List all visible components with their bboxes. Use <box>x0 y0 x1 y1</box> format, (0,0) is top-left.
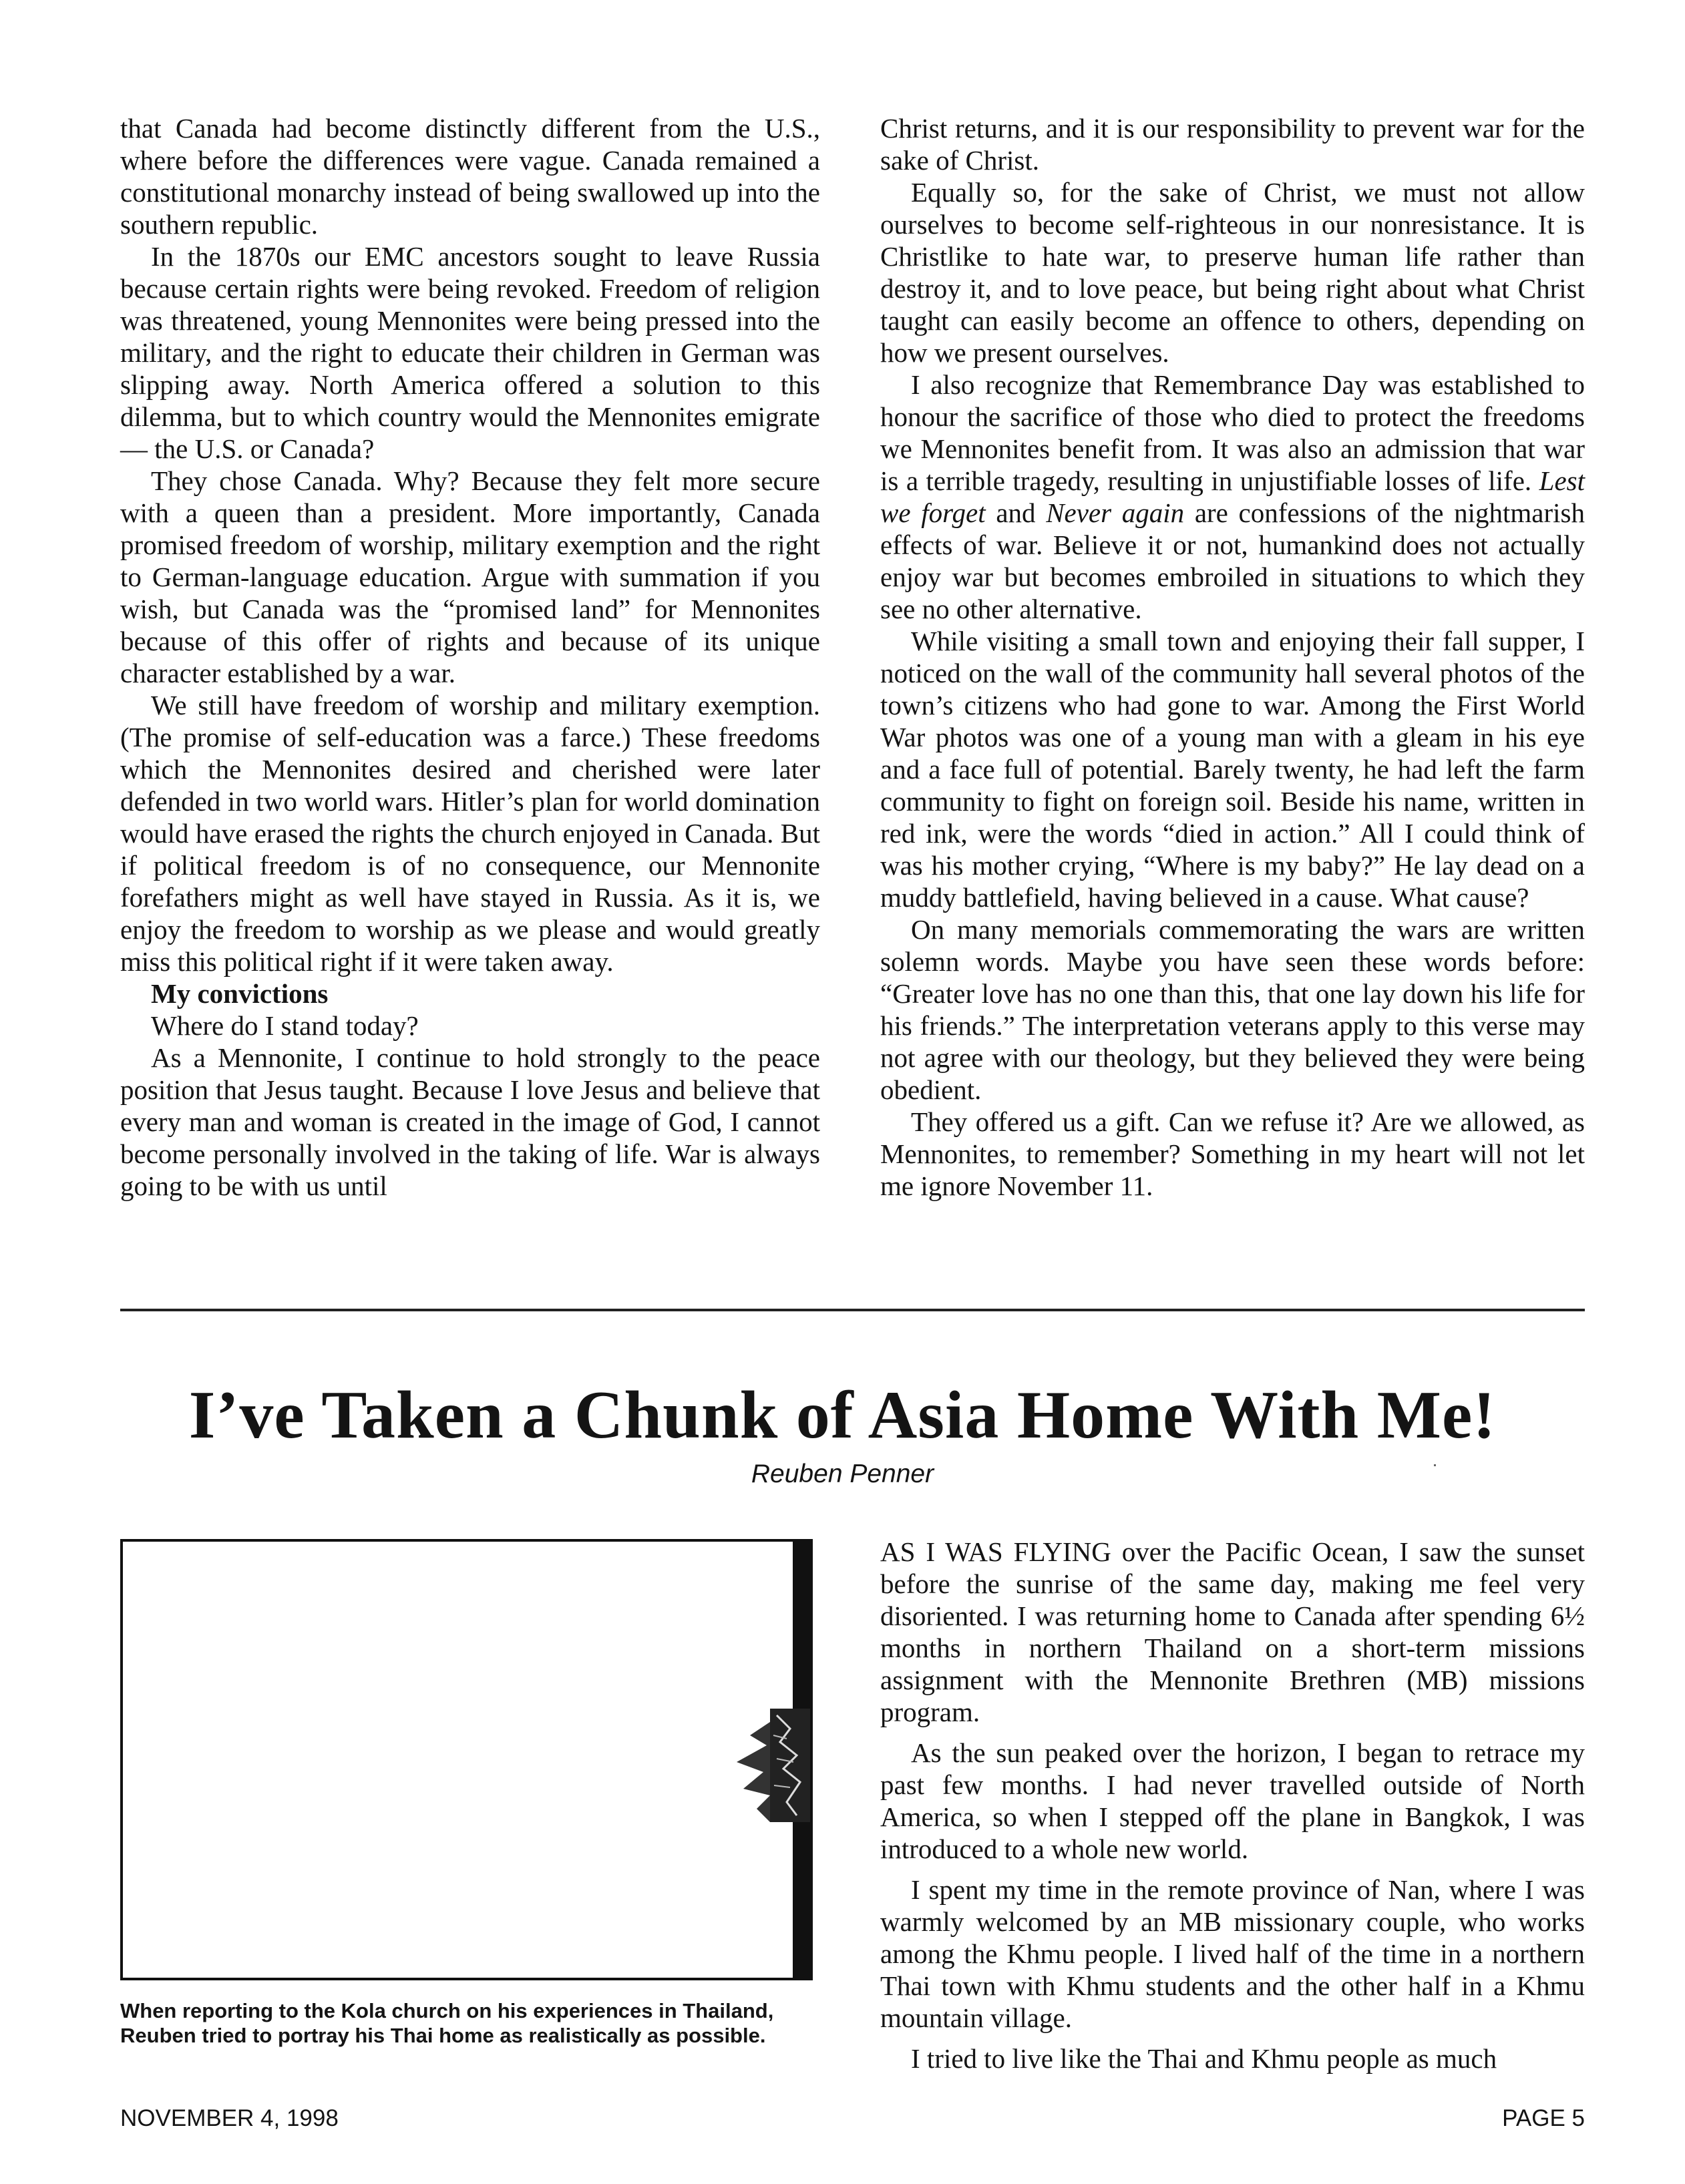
article-column <box>880 1536 1585 2074</box>
text-run: and <box>985 497 1047 528</box>
italic-phrase: Never again <box>1046 497 1185 528</box>
article-headline: I’ve Taken a Chunk of Asia Home With Me! <box>188 1377 1497 1453</box>
top-right-column <box>880 112 1585 1202</box>
paragraph-remembrance <box>880 369 1585 625</box>
paragraph: AS I WAS FLYING over the Pacific Ocean, I saw the sunset before the sunrise of the same day, making me feel very disoriented. I was returning home to Canada after spending 6½ months in northern Thailand on a short-term missions assignment with the Mennonite Brethren (MB) missions program. <box>880 1536 1585 1727</box>
footer-date: NOVEMBER 4, 1998 <box>120 2105 339 2131</box>
footer-page-number: PAGE 5 <box>1502 2105 1585 2131</box>
paragraph: They chose Canada. Why? Because they felt more secure with a queen than a president. More importantly, Canada promised freedom of worship, military exemption and the right to German-language education. Argue with summation if you wish, but Canada was the “promised land” for Mennonites because of this offer of rights and because of its unique character established by a war. <box>120 465 820 688</box>
photo-texture <box>730 1709 810 1822</box>
section-divider <box>120 1309 1585 1311</box>
section-subhead: My convictions <box>151 978 329 1009</box>
paragraph: We still have freedom of worship and military exemption. (The promise of self-education was a farce.) These freedoms which the Mennonites desired and cherished were later defended in two world wars. Hitler’s plan for world domination would have erased the rights the church enjoyed in Canada. But if political freedom is of no consequence, our Mennonite forefathers might as well have stayed in Russia. As it is, we enjoy the freedom to worship as we please and would greatly miss this political right if it were taken away. <box>120 690 820 977</box>
article-byline: Reuben Penner <box>751 1460 934 1488</box>
paragraph: As the sun peaked over the horizon, I began to retrace my past few months. I had never travelled outside of North America, so when I stepped off the plane in Bangkok, I was introduced to a whole new world. <box>880 1737 1585 1864</box>
article-photo <box>120 1539 813 1980</box>
paragraph: While visiting a small town and enjoying their fall supper, I noticed on the wall of the community hall several photos of the town’s citizens who had gone to war. Among the First World War photos was one of a young man with a gleam in his eye and a face full of potential. Barely twenty, he had left the farm community to fight on foreign soil. Beside his name, written in red ink, were the words “died in action.” All I could think of was his mother crying, “Where is my baby?” He lay dead on a muddy battlefield, having believed in a cause. What cause? <box>880 626 1585 913</box>
paragraph: On many memorials commemorating the wars are written solemn words. Maybe you have seen these words before: “Greater love has no one than this, that one lay down his life for his friends.” The interpretation veterans apply to this verse may not agree with our theology, but they believed they were being obedient. <box>880 914 1585 1105</box>
paragraph: As a Mennonite, I continue to hold strongly to the peace position that Jesus taught. Because I love Jesus and believe that every man and woman is created in the image of God, I cannot become personally involved in the taking of life. War is always going to be with us until <box>120 1042 820 1201</box>
top-left-column <box>120 112 820 1202</box>
text-run: are confessions of the nightmarish effects of war. Believe it or not, humankind does not actually enjoy war but becomes embroiled in situations to which they see no other alternative. <box>880 497 1585 624</box>
paragraph: Christ returns, and it is our responsibility to prevent war for the sake of Christ. <box>880 113 1585 176</box>
italic-phrase: Lest we forget <box>880 465 1585 528</box>
paragraph: I spent my time in the remote province of Nan, where I was warmly welcomed by an MB missionary couple, who works among the Khmu people. I lived half of the time in a northern Thai town with Khmu students and the other half in a Khmu mountain village. <box>880 1874 1585 2033</box>
print-speck <box>1434 1464 1436 1466</box>
paragraph: that Canada had become distinctly different from the U.S., where before the differences were vague. Canada remained a constitutional monarchy instead of being swallowed up into the southern republic. <box>120 113 820 240</box>
paragraph: They offered us a gift. Can we refuse it? Are we allowed, as Mennonites, to remember? Something in my heart will not let me ignore November 11. <box>880 1106 1585 1201</box>
paragraph: Where do I stand today? <box>151 1010 419 1041</box>
paragraph: In the 1870s our EMC ancestors sought to leave Russia because certain rights were being revoked. Freedom of religion was threatened, young Mennonites were being pressed into the military, and the right to educate their children in German was slipping away. North America offered a solution to this dilemma, but to which country would the Mennonites emigrate — the U.S. or Canada? <box>120 241 820 464</box>
paragraph: I tried to live like the Thai and Khmu people as much <box>911 2043 1497 2074</box>
photo-caption: When reporting to the Kola church on his experiences in Thailand, Reuben tried to portray his Thai home as realistically as possible. <box>120 1999 774 2047</box>
paragraph: Equally so, for the sake of Christ, we must not allow ourselves to become self-righteous in our nonresistance. It is Christlike to hate war, to preserve human life rather than destroy it, and to love peace, but being right about what Christ taught can easily become an offence to others, depending on how we present ourselves. <box>880 177 1585 368</box>
text-run: I also recognize that Remembrance Day was established to honour the sacrifice of those who died to protect the freedoms we Mennonites benefit from. It was also an admission that war is a terrible tragedy, resulting in unjustifiable losses of life. <box>880 369 1585 496</box>
